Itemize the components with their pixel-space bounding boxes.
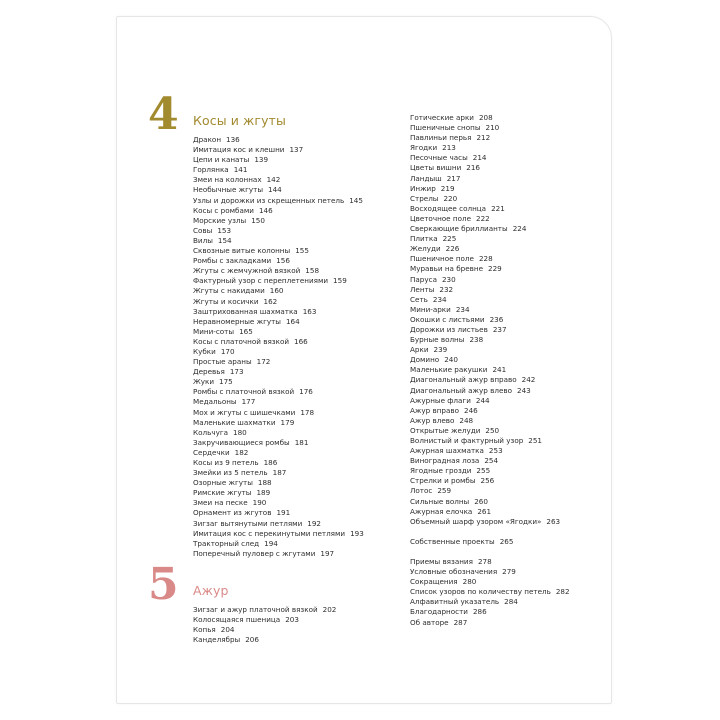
toc-entry-page: 222	[476, 213, 490, 223]
toc-entry-page: 239	[433, 345, 448, 355]
toc-entry-title: Об авторе	[410, 617, 449, 627]
toc-entry[interactable]	[410, 416, 610, 426]
toc-entry[interactable]	[193, 196, 378, 206]
toc-entry-page: 197	[320, 548, 335, 558]
toc-entry-title: Ленты	[410, 284, 435, 294]
toc-entry-page: 146	[258, 205, 273, 215]
toc-entry-title: Необычные жгуты	[193, 185, 264, 195]
toc-entry-page: 158	[305, 266, 320, 276]
toc-entry[interactable]	[410, 618, 610, 628]
toc-entry-page: 153	[217, 225, 232, 235]
toc-entry[interactable]	[410, 153, 610, 163]
toc-entry-page: 220	[443, 193, 458, 203]
toc-entry-page: 137	[289, 145, 304, 155]
toc-entry-title: Объемный шарф узором «Ягодки»	[410, 516, 542, 526]
toc-entry[interactable]	[410, 466, 610, 476]
toc-entry-page: 189	[256, 488, 271, 498]
toc-entry[interactable]	[410, 254, 610, 264]
toc-entry[interactable]	[193, 337, 378, 347]
toc-entry-title: Простые араны	[193, 357, 252, 367]
toc-entry-title: Морские узлы	[193, 215, 247, 225]
toc-entry[interactable]	[410, 295, 610, 305]
toc-entry-title: Косы с платочной вязкой	[193, 336, 290, 346]
toc-entry[interactable]	[410, 224, 610, 234]
toc-entry[interactable]	[193, 256, 378, 266]
toc-entry-page: 206	[245, 635, 259, 645]
toc-entry[interactable]	[410, 355, 610, 365]
chapter-title: Ажур	[193, 582, 229, 598]
section-gap	[410, 527, 610, 537]
toc-entry[interactable]	[193, 276, 378, 286]
toc-entry-page: 212	[476, 133, 491, 143]
toc-entry[interactable]	[193, 397, 378, 407]
toc-right-column	[410, 113, 610, 628]
toc-entry[interactable]	[193, 615, 378, 625]
toc-entry-title: Зигзаг и ажур платочной вязкой	[193, 604, 318, 614]
toc-entry[interactable]	[410, 507, 610, 517]
toc-entry-title: Озорные жгуты	[193, 478, 253, 488]
toc-entry-title: Сокращения	[410, 577, 458, 587]
toc-entry-page: 255	[476, 466, 491, 476]
toc-entry-page: 284	[504, 597, 518, 607]
toc-entry-page: 248	[459, 415, 474, 425]
toc-entry-page: 243	[517, 385, 531, 395]
toc-entry[interactable]	[410, 517, 610, 527]
toc-entry-title: Сверкающие бриллианты	[410, 224, 508, 234]
toc-entry[interactable]	[410, 234, 610, 244]
toc-entry-page: 232	[439, 284, 454, 294]
toc-entry-page: 173	[229, 367, 244, 377]
toc-entry[interactable]	[410, 406, 610, 416]
toc-entry[interactable]	[193, 286, 378, 296]
toc-entry-title: Колосящаяся пшеница	[193, 615, 281, 625]
toc-entry-title: Лотос	[410, 486, 433, 496]
toc-entry-title: Цветочное поле	[410, 213, 471, 223]
toc-entry-page: 238	[469, 335, 484, 345]
toc-entry-title: Павлиньи перья	[410, 133, 472, 143]
toc-entry[interactable]	[410, 375, 610, 385]
toc-entry-page: 141	[233, 165, 248, 175]
toc-entry-title: Ромбы с платочной вязкой	[193, 387, 295, 397]
toc-entry-title: Фактурный узор с переплетениями	[193, 276, 329, 286]
toc-entry-page: 230	[441, 274, 456, 284]
toc-entry[interactable]	[193, 266, 378, 276]
toc-entry-page: 181	[294, 437, 309, 447]
toc-entry[interactable]	[410, 174, 610, 184]
toc-entry-page: 175	[219, 377, 233, 387]
toc-entry[interactable]	[410, 123, 610, 133]
toc-entry-page: 224	[512, 224, 527, 234]
chapter-5-continued-entries	[410, 113, 610, 527]
section-gap	[410, 547, 610, 557]
toc-entry[interactable]	[193, 438, 378, 448]
toc-entry-title: Вилы	[193, 235, 213, 245]
toc-entry-title: Паруса	[410, 274, 437, 284]
toc-entry[interactable]	[410, 285, 610, 295]
toc-entry-title: Зигзаг вытянутыми петлями	[193, 518, 303, 528]
toc-entry[interactable]	[410, 204, 610, 214]
toc-entry-title: Закручивающиеся ромбы	[193, 437, 290, 447]
toc-entry-page: 177	[241, 397, 256, 407]
toc-entry-page: 193	[350, 528, 364, 538]
toc-entry[interactable]	[193, 155, 378, 165]
toc-entry[interactable]	[410, 264, 610, 274]
toc-entry-page: 246	[464, 405, 478, 415]
toc-entry-page: 142	[266, 175, 281, 185]
toc-entry-page: 166	[294, 336, 308, 346]
toc-entry-title: Виноградная лоза	[410, 456, 480, 466]
toc-entry[interactable]	[410, 305, 610, 315]
toc-entry-title: Желуди	[410, 244, 441, 254]
toc-entry-title: Список узоров по количеству петель	[410, 587, 551, 597]
toc-entry-page: 237	[492, 324, 507, 334]
toc-entry-title: Жгуты и косички	[193, 296, 259, 306]
toc-entry-title: Песочные часы	[410, 153, 468, 163]
toc-entry-title: Алфавитный указатель	[410, 597, 500, 607]
toc-entry[interactable]	[410, 315, 610, 325]
toc-entry-page: 260	[474, 496, 488, 506]
toc-entry-page: 150	[251, 215, 265, 225]
toc-entry-title: Жгуты с накидами	[193, 286, 265, 296]
toc-entry-title: Открытые желуди	[410, 425, 481, 435]
toc-entry-page: 280	[462, 577, 477, 587]
toc-entry[interactable]	[193, 185, 378, 195]
toc-entry-title: Совы	[193, 225, 213, 235]
toc-entry-page: 253	[488, 446, 503, 456]
toc-entry[interactable]	[410, 476, 610, 486]
toc-entry-title: Бурные волны	[410, 335, 465, 345]
toc-entry[interactable]	[410, 214, 610, 224]
toc-entry-page: 155	[295, 246, 309, 256]
toc-entry[interactable]	[193, 307, 378, 317]
toc-entry-title: Цепи и канаты	[193, 155, 250, 165]
toc-entry-title: Ромбы с закладками	[193, 256, 272, 266]
toc-entry-title: Канделябры	[193, 635, 241, 645]
toc-entry-page: 160	[269, 286, 284, 296]
toc-entry-page: 229	[488, 264, 502, 274]
toc-entry-page: 194	[264, 538, 278, 548]
toc-entry-page: 210	[485, 123, 500, 133]
toc-entry[interactable]	[410, 194, 610, 204]
toc-entry-page: 203	[285, 615, 299, 625]
toc-entry-title: Медальоны	[193, 397, 237, 407]
toc-entry-title: Кубки	[193, 346, 216, 356]
toc-entry[interactable]	[410, 567, 610, 577]
toc-entry[interactable]	[193, 448, 378, 458]
toc-entry-page: 188	[257, 478, 272, 488]
toc-entry-page: 144	[268, 185, 282, 195]
toc-entry-title: Дракон	[193, 135, 222, 144]
toc-entry[interactable]	[410, 497, 610, 507]
toc-entry-page: 190	[252, 498, 267, 508]
toc-entry-title: Диагональный ажур вправо	[410, 375, 517, 385]
toc-entry-page: 213	[442, 143, 456, 153]
toc-entry-title: Восходящее солнца	[410, 203, 487, 213]
toc-entry-page: 251	[528, 436, 542, 445]
toc-entry-title: Ажурная шахматка	[410, 446, 484, 456]
toc-entry[interactable]	[410, 184, 610, 194]
toc-entry-title: Горлянка	[193, 165, 229, 175]
toc-entry[interactable]	[193, 418, 378, 428]
toc-entry-page: 242	[521, 375, 536, 385]
toc-entry-page: 234	[432, 294, 447, 304]
toc-entry-title: Инжир	[410, 183, 436, 193]
toc-entry[interactable]	[410, 133, 610, 143]
toc-entry-title: Плитка	[410, 234, 438, 244]
toc-entry[interactable]	[193, 145, 378, 155]
toc-entry[interactable]	[410, 607, 610, 617]
toc-entry[interactable]	[193, 498, 378, 508]
toc-entry-page: 282	[555, 587, 570, 597]
toc-entry-title: Кольчуга	[193, 427, 229, 437]
toc-entry-page: 182	[234, 447, 249, 457]
toc-entry[interactable]	[410, 244, 610, 254]
toc-entry-page: 265	[499, 536, 514, 546]
toc-entry-title: Имитация кос с перекинутыми петлями	[193, 528, 346, 538]
toc-entry-title: Римские жгуты	[193, 488, 252, 498]
toc-entry[interactable]	[193, 458, 378, 468]
toc-entry-title: Поперечный пуловер с жгутами	[193, 548, 316, 558]
toc-entry[interactable]	[193, 625, 378, 635]
toc-entry-page: 139	[254, 155, 269, 165]
chapter-number: 4	[148, 89, 179, 140]
toc-entry-page: 176	[299, 387, 313, 397]
toc-entry[interactable]	[410, 486, 610, 496]
toc-entry-title: Узлы и дорожки из скрещенных петель	[193, 195, 345, 205]
toc-entry-page: 172	[256, 357, 271, 367]
toc-entry[interactable]	[193, 347, 378, 357]
toc-entry-page: 244	[475, 395, 490, 405]
toc-entry-page: 259	[437, 486, 452, 496]
toc-entry[interactable]	[410, 163, 610, 173]
chapter-4-entries	[193, 135, 378, 559]
toc-entry-title: Мини-арки	[410, 304, 451, 314]
toc-entry-title: Пшеничное поле	[410, 254, 474, 264]
toc-entry-title: Собственные проекты	[410, 536, 495, 546]
toc-entry-title: Сквозные витые колонны	[193, 246, 291, 256]
chapter-5-entries	[193, 605, 378, 645]
toc-entry[interactable]	[193, 529, 378, 539]
toc-entry[interactable]	[193, 216, 378, 226]
toc-entry-projects[interactable]	[410, 537, 610, 547]
toc-entry-page: 204	[220, 625, 235, 635]
toc-entry-title: Маленькие шахматки	[193, 417, 276, 427]
toc-entry-title: Благодарности	[410, 607, 468, 617]
toc-entry[interactable]	[410, 275, 610, 285]
toc-entry-title: Условные обозначения	[410, 567, 498, 577]
toc-entry[interactable]	[193, 468, 378, 478]
toc-entry[interactable]	[193, 226, 378, 236]
toc-entry-page: 186	[263, 458, 278, 467]
toc-entry-title: Ажур вправо	[410, 405, 460, 415]
toc-entry-title: Ландыш	[410, 173, 442, 183]
toc-entry[interactable]	[193, 508, 378, 518]
toc-entry-title: Змеи на колоннах	[193, 175, 262, 185]
toc-entry-page: 180	[233, 427, 247, 437]
toc-entry[interactable]	[193, 428, 378, 438]
toc-entry-title: Деревья	[193, 367, 225, 377]
toc-entry-page: 228	[478, 254, 493, 264]
toc-entry-title: Готические арки	[410, 113, 474, 122]
toc-entry-title: Маленькие ракушки	[410, 365, 488, 375]
toc-entry[interactable]	[193, 387, 378, 397]
toc-entry[interactable]	[193, 357, 378, 367]
toc-entry-title: Орнамент из жгутов	[193, 508, 272, 518]
toc-entry[interactable]	[193, 327, 378, 337]
toc-entry[interactable]	[410, 113, 610, 123]
toc-entry-page: 156	[276, 256, 290, 266]
toc-entry[interactable]	[410, 325, 610, 335]
toc-entry-title: Муравьи на бревне	[410, 264, 484, 274]
toc-entry-page: 178	[300, 407, 315, 417]
toc-entry-page: 216	[466, 163, 480, 173]
toc-entry[interactable]	[193, 135, 378, 145]
toc-entry-page: 226	[445, 244, 460, 254]
toc-entry-page: 279	[502, 567, 516, 577]
toc-entry[interactable]	[193, 317, 378, 327]
toc-entry-title: Змейки из 5 петель	[193, 468, 268, 478]
toc-entry-title: Диагональный ажур влево	[410, 385, 512, 395]
toc-entry-title: Волнистый и фактурный узор	[410, 436, 524, 445]
toc-entry[interactable]	[193, 488, 378, 498]
toc-entry-page: 136	[226, 135, 240, 144]
toc-entry-title: Имитация кос и клешни	[193, 145, 285, 155]
toc-entry-title: Домино	[410, 355, 440, 365]
toc-entry-title: Ягодные грозди	[410, 466, 472, 476]
toc-entry-page: 170	[220, 346, 235, 356]
toc-entry[interactable]	[410, 143, 610, 153]
toc-entry-title: Косы из 9 петель	[193, 458, 259, 467]
toc-entry-page: 179	[280, 417, 295, 427]
toc-entry-page: 214	[472, 153, 487, 163]
toc-entry-page: 217	[446, 173, 461, 183]
toc-entry[interactable]	[193, 246, 378, 256]
toc-entry-page: 219	[440, 183, 455, 193]
toc-entry-page: 240	[444, 355, 458, 365]
toc-left-column	[148, 89, 378, 645]
toc-entry-page: 221	[491, 203, 505, 213]
toc-entry[interactable]	[193, 367, 378, 377]
toc-entry[interactable]	[410, 396, 610, 406]
toc-entry[interactable]	[193, 605, 378, 615]
toc-entry[interactable]	[410, 365, 610, 375]
toc-entry[interactable]	[410, 446, 610, 456]
toc-entry[interactable]	[410, 577, 610, 587]
toc-entry-title: Змеи на песке	[193, 498, 248, 508]
toc-entry-page: 164	[285, 316, 300, 326]
toc-entry-title: Сильные волны	[410, 496, 470, 506]
toc-entry[interactable]	[410, 557, 610, 567]
toc-entry[interactable]	[410, 456, 610, 466]
toc-entry[interactable]	[193, 175, 378, 185]
toc-entry[interactable]	[193, 519, 378, 529]
toc-entry-title: Заштрихованная шахматка	[193, 306, 298, 316]
toc-entry-page: 225	[442, 234, 457, 244]
chapter-title: Косы и жгуты	[193, 113, 286, 128]
toc-entry[interactable]	[193, 165, 378, 175]
toc-entry-page: 208	[478, 113, 493, 122]
toc-entry-page: 263	[546, 516, 561, 526]
toc-entry-page: 202	[322, 604, 337, 614]
toc-entry-title: Мох и жгуты с шишечками	[193, 407, 296, 417]
toc-entry-title: Окошки с листьями	[410, 314, 485, 324]
toc-entry-page: 192	[307, 518, 321, 528]
toc-entry[interactable]	[193, 549, 378, 559]
toc-entry-title: Косы с ромбами	[193, 205, 254, 215]
toc-entry[interactable]	[410, 345, 610, 355]
toc-entry-title: Жгуты с жемчужной вязкой	[193, 266, 301, 276]
appendix-entries	[410, 557, 610, 628]
toc-entry-title: Мини-соты	[193, 326, 235, 336]
toc-entry-title: Пшеничные снопы	[410, 123, 481, 133]
toc-entry-page: 187	[272, 468, 287, 478]
toc-entry-page: 145	[349, 195, 363, 205]
toc-entry-page: 159	[333, 276, 347, 286]
toc-entry[interactable]	[410, 386, 610, 396]
toc-entry-title: Дорожки из листьев	[410, 324, 488, 334]
chapter-number: 5	[148, 558, 179, 610]
toc-entry-title: Жуки	[193, 377, 215, 387]
toc-entry[interactable]	[410, 436, 610, 446]
toc-entry-title: Сердечки	[193, 447, 230, 457]
toc-entry[interactable]	[193, 408, 378, 418]
toc-entry[interactable]	[410, 335, 610, 345]
toc-entry[interactable]	[410, 597, 610, 607]
toc-entry-title: Неравномерные жгуты	[193, 316, 281, 326]
toc-entry-title: Сеть	[410, 294, 428, 304]
toc-entry-page: 287	[453, 617, 468, 627]
toc-entry-title: Ажурная елочка	[410, 506, 473, 516]
toc-entry-title: Стрелы	[410, 193, 439, 203]
toc-entry-page: 256	[480, 476, 495, 486]
toc-entry[interactable]	[193, 236, 378, 246]
toc-entry[interactable]	[193, 635, 378, 645]
toc-entry-title: Стрелки и ромбы	[410, 476, 476, 486]
toc-entry-title: Приемы вязания	[410, 556, 473, 566]
toc-entry-title: Копья	[193, 625, 216, 635]
chapter-4-section	[148, 89, 378, 559]
toc-entry-page: 154	[217, 235, 232, 245]
toc-entry-page: 286	[472, 607, 487, 617]
toc-entry-page: 163	[302, 306, 317, 316]
toc-entry-page: 241	[492, 365, 507, 375]
toc-entry-page: 165	[239, 326, 253, 336]
toc-entry-page: 261	[477, 506, 492, 516]
toc-entry[interactable]	[193, 206, 378, 216]
toc-entry-page: 191	[276, 508, 291, 518]
toc-entry-title: Цветы вишни	[410, 163, 462, 173]
toc-entry[interactable]	[410, 426, 610, 436]
toc-entry[interactable]	[193, 539, 378, 549]
toc-entry-page: 250	[485, 425, 500, 435]
toc-entry-title: Тракторный след	[193, 538, 260, 548]
toc-entry-title: Арки	[410, 345, 429, 355]
toc-entry-page: 162	[263, 296, 278, 306]
toc-entry[interactable]	[193, 478, 378, 488]
toc-entry-title: Ажурные флаги	[410, 395, 471, 405]
toc-entry-title: Ягодки	[410, 143, 438, 153]
toc-entry[interactable]	[410, 587, 610, 597]
chapter-5-section	[148, 558, 378, 645]
toc-entry-page: 254	[484, 456, 499, 466]
toc-entry[interactable]	[193, 377, 378, 387]
toc-entry-title: Ажур влево	[410, 415, 455, 425]
toc-entry-page: 234	[455, 304, 470, 314]
toc-entry-page: 236	[489, 314, 504, 324]
toc-entry-page: 278	[477, 556, 492, 566]
toc-entry[interactable]	[193, 297, 378, 307]
